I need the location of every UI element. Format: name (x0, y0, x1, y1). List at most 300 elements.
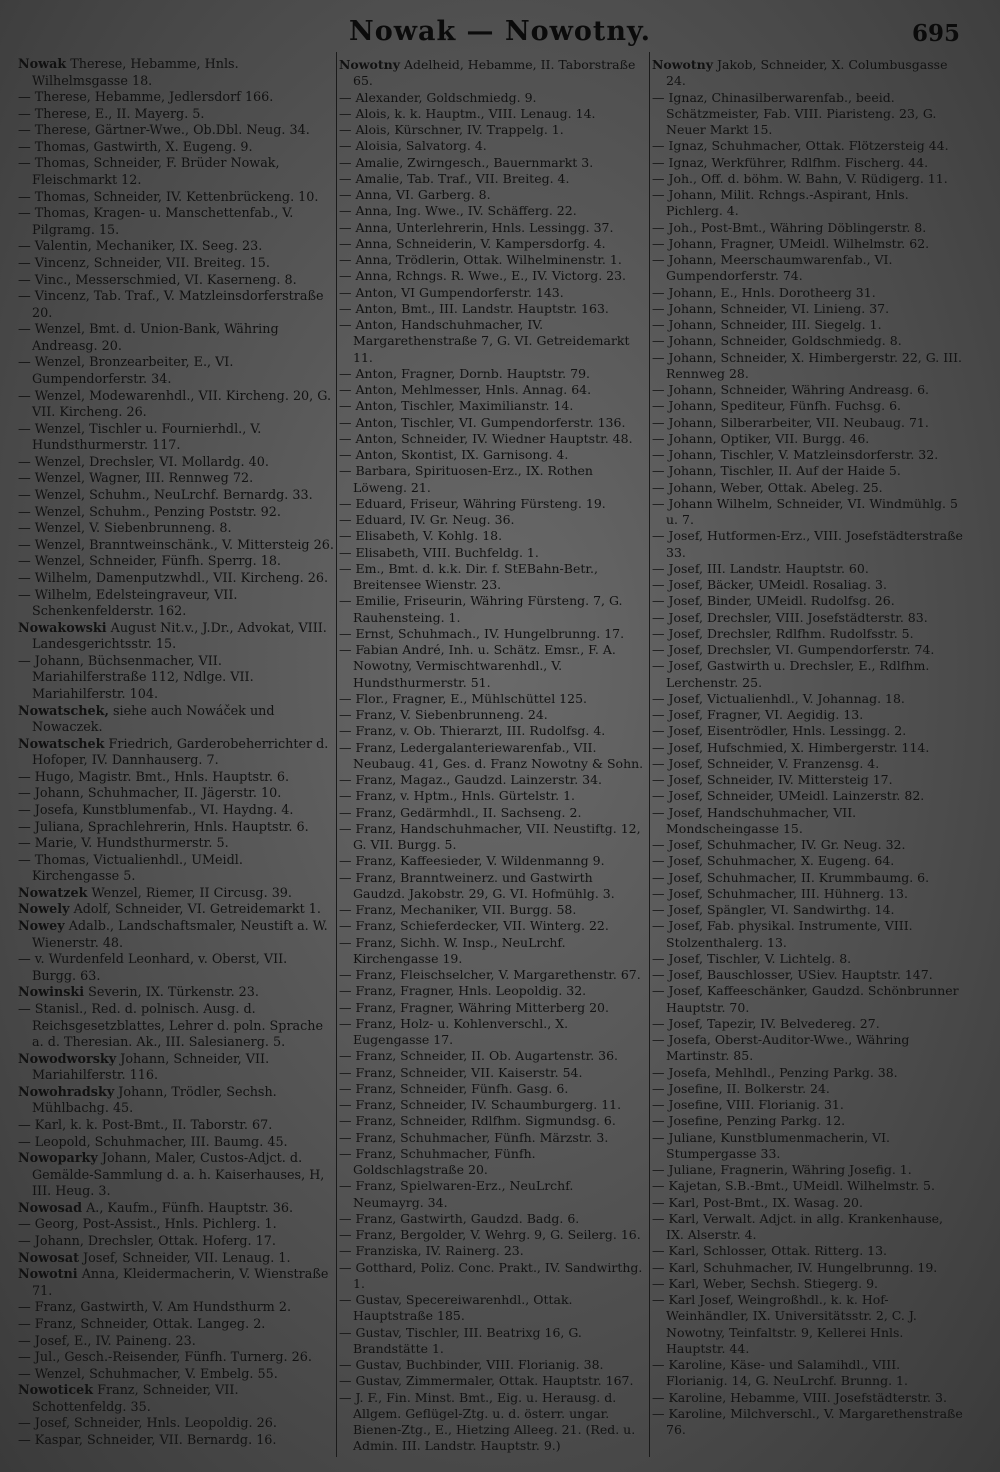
entry-text: — Amalie, Tab. Traf., VII. Breiteg. 4. (339, 170, 570, 186)
directory-entry (339, 1357, 647, 1373)
directory-entry (339, 1227, 647, 1243)
entry-text: — Josef, E., IV. Paineng. 23. (18, 1333, 196, 1349)
directory-entry (339, 236, 647, 252)
entry-text: — Josef, Eisentrödler, Hnls. Lessingg. 2. (652, 723, 907, 739)
directory-entry (652, 788, 964, 804)
directory-entry (18, 654, 334, 704)
directory-entry (339, 1130, 647, 1146)
entry-text: — Karl, Post-Bmt., IX. Wasag. 20. (652, 1194, 863, 1210)
directory-entry (339, 1325, 647, 1358)
directory-entry (18, 1135, 334, 1152)
directory-entry (339, 57, 647, 90)
entry-text: — Anton, Fragner, Dornb. Hauptstr. 79. (339, 365, 591, 381)
entry-text: Jakob, Schneider, X. Columbusgasse 24. (666, 57, 948, 89)
entry-text: Franz, Schneider, VII. Schottenfeldg. 35. (32, 1383, 239, 1415)
entry-text: — Franz, Schneider, IV. Schaumburgerg. 11. (339, 1097, 622, 1112)
entry-text: — Kaspar, Schneider, VII. Bernardg. 16. (18, 1432, 277, 1448)
directory-entry (339, 187, 647, 203)
entry-text: — Johann, Silberarbeiter, VII. Neubaug. 71. (652, 414, 929, 430)
directory-entry (339, 935, 647, 968)
directory-entry (339, 1390, 647, 1455)
directory-entry (652, 610, 964, 626)
entry-text: — Josef, Drechsler, VI. Gumpendorferstr. 74. (652, 642, 935, 657)
entry-surname: Nowatzek (18, 885, 88, 901)
directory-entry (18, 455, 334, 472)
entry-text: — Franz, Mechaniker, VII. Burgg. 58. (339, 902, 577, 917)
entry-text: — Wenzel, Tischler u. Fournierhdl., V. Hundsthurmerstr. 117. (18, 421, 262, 454)
entry-text: — Hugo, Magistr. Bmt., Hnls. Hauptstr. 6. (18, 769, 290, 785)
directory-entry (339, 203, 647, 219)
entry-text: — Josefine, Penzing Parkg. 12. (652, 1113, 846, 1129)
entry-text: — Johann, Büchsenmacher, VII. Mariahilferstraße 112, Ndlge. VII. Mariahilferstr. 104. (18, 653, 254, 702)
entry-text: — Ernst, Schuhmach., IV. Hungelbrunng. 17. (339, 625, 625, 641)
directory-entry (18, 952, 334, 985)
entry-text: — Franz, Schneider, Rdlfhm. Sigmundsg. 6. (339, 1113, 616, 1129)
directory-entry (652, 252, 964, 285)
entry-text: Friedrich, Garderobeherrichter d. Hofoper, IV. Dannhauserg. 7. (32, 736, 329, 769)
directory-entry (652, 285, 964, 301)
directory-entry (652, 1243, 964, 1259)
directory-entry (652, 90, 964, 139)
entry-text: Johann, Trödler, Sechsh. Mühlbachg. 45. (32, 1084, 277, 1117)
directory-entry (652, 350, 964, 383)
entry-text: A., Kaufm., Fünfh. Hauptstr. 36. (86, 1200, 294, 1216)
directory-entry (652, 691, 964, 707)
entry-text: — Franz, Schneider, Fünfh. Gasg. 6. (339, 1080, 569, 1096)
directory-entry (652, 1065, 964, 1081)
entry-text: — Vincenz, Tab. Traf., V. Matzleinsdorferstraße 20. (18, 289, 324, 321)
entry-text: — Josef, Schuhmacher, II. Krummbaumg. 6. (652, 869, 930, 885)
directory-entry (339, 707, 647, 723)
directory-entry (18, 1217, 334, 1234)
directory-entry (652, 1390, 964, 1406)
directory-entry (652, 870, 964, 886)
entry-text: — Therese, Hebamme, Jedlersdorf 166. (18, 90, 274, 106)
entry-text: — Johann Wilhelm, Schneider, VI. Windmühlg. 5 u. 7. (652, 495, 958, 527)
entry-text: — Johann, Schneider, Goldschmiedg. 8. (652, 333, 902, 349)
entry-text: — Georg, Post-Assist., Hnls. Pichlerg. 1. (18, 1217, 277, 1233)
directory-entry (652, 447, 964, 463)
entry-text: — Alexander, Goldschmiedg. 9. (339, 89, 537, 105)
entry-text: — Josef, Schuhmacher, III. Hühnerg. 13. (652, 885, 908, 901)
entry-text: — Anton, Tischler, Maximilianstr. 14. (339, 398, 574, 414)
entry-text: — Johann, E., Hnls. Dorotheerg 31. (652, 284, 876, 300)
directory-entry (652, 398, 964, 414)
entry-text: — Gustav, Tischler, III. Beatrixg 16, G. Brandstätte 1. (339, 1324, 582, 1356)
entry-text: — Franz, Spielwaren-Erz., NeuLrchf. Neumayrg. 34. (339, 1178, 574, 1210)
directory-entry (652, 951, 964, 967)
entry-text: — Karoline, Milchverschl., V. Margarethenstraße 76. (652, 1405, 963, 1437)
entry-text: — Alois, k. k. Hauptm., VIII. Lenaug. 14. (339, 105, 596, 121)
entry-text: — Franz, Holz- u. Kohlenverschl., X. Eugengasse 17. (339, 1015, 569, 1047)
directory-entry (339, 512, 647, 528)
entry-surname: Nowatschek (18, 736, 105, 752)
entry-text: — Josef, Schneider, Hnls. Leopoldig. 26. (18, 1416, 277, 1432)
directory-entry (339, 821, 647, 854)
directory-entry (652, 1130, 964, 1163)
column-1 (18, 57, 334, 1457)
directory-entry (18, 1416, 334, 1433)
entry-text: — Franz, Magaz., Gaudzd. Lainzerstr. 34. (339, 772, 603, 787)
entry-text: — Franz, Schieferdecker, VII. Winterg. 22. (339, 918, 609, 934)
entry-text: Therese, Hebamme, Hnls. Wilhelmsgasse 18. (32, 57, 239, 89)
column-divider (336, 52, 337, 1457)
directory-entry (652, 853, 964, 869)
entry-text: — Wenzel, Bmt. d. Union-Bank, Währing Andreasg. 20. (18, 322, 279, 354)
entry-text: — Johann, Schneider, VI. Linieng. 37. (652, 300, 890, 316)
directory-entry (652, 740, 964, 756)
directory-entry (652, 187, 964, 220)
directory-entry (652, 1097, 964, 1113)
directory-entry (339, 626, 647, 642)
directory-entry (339, 463, 647, 496)
entry-text: — Johann, Tischler, II. Auf der Haide 5. (652, 463, 901, 479)
entry-text: — Joh., Off. d. böhm. W. Bahn, V. Rüdigerg. 11. (652, 170, 948, 186)
directory-entry (18, 156, 334, 189)
entry-text: — Josef, Victualienhdl., V. Johannag. 18. (652, 690, 905, 706)
entry-text: — Franz, Bergolder, V. Wehrg. 9, G. Seilerg. 16. (339, 1227, 641, 1242)
entry-text: Johann, Schneider, VII. Mariahilferstr. 116. (32, 1051, 270, 1084)
directory-entry (652, 967, 964, 983)
entry-text: — Anna, Trödlerin, Ottak. Wilhelminenstr. 1. (339, 252, 622, 267)
directory-entry (339, 545, 647, 561)
directory-entry (18, 206, 334, 239)
entry-text: — Johann, Schneider, Währing Andreasg. 6. (652, 382, 930, 397)
entry-text: — Flor., Fragner, E., Mühlschüttel 125. (339, 690, 587, 706)
directory-entry (339, 138, 647, 154)
entry-surname: Nowely (18, 902, 70, 918)
entry-text: — J. F., Fin. Minst. Bmt., Eig. u. Herausg. d. Allgem. Geflügel-Ztg. u. d. österr. ungar. Bienen-Ztg., E., Hietzing Alleeg. 21. (Red. u. Admin. III. Landstr. Hauptstr. 9.) (339, 1389, 636, 1454)
entry-text: — Wenzel, Bronzearbeiter, E., VI. Gumpendorferstr. 34. (18, 355, 234, 387)
directory-entry (652, 577, 964, 593)
directory-entry (18, 389, 334, 422)
directory-entry (18, 1317, 334, 1334)
directory-entry (339, 1097, 647, 1113)
directory-entry (339, 1081, 647, 1097)
directory-entry (339, 90, 647, 106)
entry-text: — Josef, Spängler, VI. Sandwirthg. 14. (652, 902, 895, 917)
entry-text: — Fabian André, Inh. u. Schätz. Emsr., F. A. Nowotny, Vermischtwarenhdl., V. Hundsthurmerstr. 51. (339, 642, 616, 690)
entry-text: — Anna, Rchngs. R. Wwe., E., IV. Victorg. 23. (339, 268, 627, 284)
entry-text: — Franz, Sichh. W. Insp., NeuLrchf. Kirchengasse 19. (339, 934, 566, 966)
page-number: 695 (911, 20, 960, 47)
entry-text: — Johann, Schneider, X. Himbergerstr. 22, G. III. Rennweg 28. (652, 349, 963, 381)
entry-text: — Elisabeth, VIII. Buchfeldg. 1. (339, 544, 539, 560)
entry-text: — Juliana, Sprachlehrerin, Hnls. Hauptstr. 6. (18, 819, 309, 835)
directory-entry (652, 626, 964, 642)
entry-text: — Wenzel, Wagner, III. Rennweg 72. (18, 471, 254, 487)
directory-entry (18, 273, 334, 290)
directory-entry (339, 415, 647, 431)
entry-text: — Johann, Tischler, V. Matzleinsdorferstr. 32. (652, 447, 939, 462)
entry-text: — Josef, III. Landstr. Hauptstr. 60. (652, 560, 869, 576)
directory-entry (18, 521, 334, 538)
directory-entry (18, 322, 334, 355)
directory-entry (339, 593, 647, 626)
directory-entry (652, 1357, 964, 1390)
entry-text: — Karoline, Hebamme, VIII. Josefstädterstr. 3. (652, 1389, 947, 1405)
directory-entry (339, 853, 647, 869)
directory-entry (652, 723, 964, 739)
directory-entry (18, 107, 334, 124)
entry-text: — Emilie, Friseurin, Währing Fürsteng. 7, G. Rauhensteing. 1. (339, 593, 623, 625)
directory-entry (339, 1113, 647, 1129)
entry-text: — Franz, Handschuhmacher, VII. Neustiftg. 12, G. VII. Burgg. 5. (339, 820, 641, 852)
entry-text: — Franz, Schneider, II. Ob. Augartenstr. 36. (339, 1048, 619, 1064)
directory-entry (652, 1276, 964, 1292)
directory-entry (18, 488, 334, 505)
entry-surname: Nowosat (18, 1250, 79, 1266)
directory-entry (339, 740, 647, 773)
entry-text: — Josef, Schneider, IV. Mittersteig 17. (652, 772, 893, 787)
directory-entry (18, 803, 334, 820)
directory-entry (18, 853, 334, 886)
directory-entry (652, 138, 964, 154)
directory-entry (652, 593, 964, 609)
directory-entry (652, 171, 964, 187)
entry-surname: Nowodworsky (18, 1051, 117, 1067)
directory-entry (652, 1162, 964, 1178)
entry-text: — Gustav, Specereiwarenhdl., Ottak. Hauptstraße 185. (339, 1292, 573, 1324)
entry-text: — Anton, Handschuhmacher, IV. Margarethenstraße 7, G. VI. Getreidemarkt 11. (339, 317, 630, 365)
entry-text: — Anton, Schneider, IV. Wiedner Hauptstr. 48. (339, 430, 633, 446)
directory-entry (18, 571, 334, 588)
directory-entry (18, 1433, 334, 1450)
directory-entry (652, 886, 964, 902)
entry-text: — Josef, Kaffeeschänker, Gaudzd. Schönbrunner Hauptstr. 70. (652, 983, 959, 1015)
directory-entry (339, 301, 647, 317)
entry-text: — Josefine, VIII. Florianig. 31. (652, 1097, 844, 1112)
directory-entry (18, 919, 334, 952)
entry-text: Severin, IX. Türkenstr. 23. (88, 985, 259, 1001)
entry-text: — Wenzel, Schneider, Fünfh. Sperrg. 18. (18, 554, 281, 570)
directory-entry (339, 561, 647, 594)
entry-text: — Johann, Schneider, III. Siegelg. 1. (652, 317, 882, 332)
entry-text: — Josef, Tischler, V. Lichtelg. 8. (652, 950, 852, 966)
directory-entry (339, 366, 647, 382)
entry-text: — Thomas, Schneider, F. Brüder Nowak, Fleischmarkt 12. (18, 156, 280, 189)
entry-text: — Franz, Schneider, Ottak. Langeg. 2. (18, 1316, 266, 1332)
directory-entry (339, 528, 647, 544)
entry-text: — Josef, Schuhmacher, IV. Gr. Neug. 32. (652, 837, 906, 852)
column-3 (652, 57, 964, 1457)
entry-text: — Franz, Gastwirth, Gaudzd. Badg. 6. (339, 1210, 580, 1226)
directory-entry (18, 836, 334, 853)
directory-entry (339, 122, 647, 138)
entry-text: — Josef, Binder, UMeidl. Rudolfsg. 26. (652, 593, 895, 609)
entry-text: — Josef, Fragner, VI. Aegidig. 13. (652, 707, 864, 722)
entry-text: — Wenzel, Drechsler, VI. Mollardg. 40. (18, 454, 269, 470)
directory-entry (652, 236, 964, 252)
directory-entry (18, 1383, 334, 1416)
directory-entry (18, 886, 334, 903)
entry-text: — Johann, Drechsler, Ottak. Hoferg. 17. (18, 1234, 276, 1250)
entry-text: Adolf, Schneider, VI. Getreidemarkt 1. (73, 902, 321, 918)
entry-text: — Wenzel, V. Siebenbrunneng. 8. (18, 521, 232, 537)
entry-surname: Nowakowski (18, 620, 107, 636)
entry-text: — Franz, V. Siebenbrunneng. 24. (339, 707, 548, 722)
directory-entry (18, 289, 334, 322)
entry-text: — Josefine, II. Bolkerstr. 24. (652, 1080, 830, 1096)
entry-text: — Franz, v. Ob. Thierarzt, III. Rudolfsg. 4. (339, 723, 606, 739)
entry-surname: Nowak (18, 57, 67, 72)
entry-text: — Gustav, Zimmermaler, Ottak. Hauptstr. 167. (339, 1373, 634, 1389)
directory-entry (18, 1367, 334, 1384)
entry-text: — Joh., Post-Bmt., Währing Döblingerstr. 8. (652, 219, 927, 235)
entry-text: — Eduard, Friseur, Währing Fürsteng. 19. (339, 495, 606, 511)
directory-entry (18, 554, 334, 571)
directory-entry (339, 106, 647, 122)
entry-surname: Nowotni (18, 1267, 78, 1283)
entry-surname: Nowoparky (18, 1151, 98, 1167)
entry-text: — Eduard, IV. Gr. Neug. 36. (339, 512, 515, 527)
directory-entry (339, 220, 647, 236)
entry-text: — Ignaz, Schuhmacher, Ottak. Flötzersteig 44. (652, 138, 949, 154)
entry-text: — Anna, VI. Garberg. 8. (339, 187, 491, 202)
entry-text: — Franz, Kaffeesieder, V. Wildenmanng 9. (339, 853, 605, 869)
entry-text: — Elisabeth, V. Kohlg. 18. (339, 528, 503, 544)
directory-entry (652, 837, 964, 853)
entry-text: Anna, Kleidermacherin, V. Wienstraße 71. (32, 1267, 329, 1299)
directory-entry (339, 1065, 647, 1081)
directory-entry (339, 447, 647, 463)
entry-text: — Juliane, Fragnerin, Währing Josefig. 1. (652, 1162, 912, 1177)
entry-text: — Thomas, Gastwirth, X. Eugeng. 9. (18, 139, 253, 155)
directory-entry (339, 1243, 647, 1259)
entry-text: — Franz, Ledergalanteriewarenfab., VII. Neubaug. 41, Ges. d. Franz Nowotny & Sohn. (339, 739, 644, 771)
directory-entry (339, 155, 647, 171)
directory-entry (18, 985, 334, 1002)
directory-entry (18, 1052, 334, 1085)
directory-entry (339, 772, 647, 788)
entry-text: Adalb., Landschaftsmaler, Neustift a. W. Wienerstr. 48. (32, 919, 328, 951)
entry-text: — Josef, Hutformen-Erz., VIII. Josefstädterstraße 33. (652, 528, 963, 560)
directory-entry (18, 538, 334, 555)
entry-text: — Karoline, Käse- und Salamihdl., VIII. Florianig. 14, G. NeuLrchf. Brunng. 1. (652, 1357, 908, 1389)
directory-entry (339, 431, 647, 447)
entry-text: — Leopold, Schuhmacher, III. Baumg. 45. (18, 1134, 288, 1150)
column-2 (339, 57, 647, 1457)
entry-text: — Franz, Gastwirth, V. Am Hundsthurm 2. (18, 1300, 291, 1316)
directory-entry (339, 1260, 647, 1293)
entry-text: — Wenzel, Branntweinschänk., V. Mittersteig 26. (18, 537, 334, 553)
directory-entry (18, 1234, 334, 1251)
entry-text: — Gustav, Buchbinder, VIII. Florianig. 38. (339, 1357, 604, 1372)
directory-entry (339, 1211, 647, 1227)
entry-surname: Nowotny (652, 57, 713, 72)
entry-text: — Alois, Kürschner, IV. Trappelg. 1. (339, 122, 564, 137)
directory-entry (652, 707, 964, 723)
entry-text: — Vinc., Messerschmied, VI. Kaserneng. 8. (18, 272, 297, 288)
entry-text: — Franz, Schuhmacher, Fünfh. Goldschlagstraße 20. (339, 1145, 536, 1177)
entry-text: — Anna, Unterlehrerin, Hnls. Lessingg. 37. (339, 219, 614, 235)
entry-text: — Aloisia, Salvatorg. 4. (339, 138, 487, 154)
directory-entry (339, 1048, 647, 1064)
directory-entry (652, 1260, 964, 1276)
directory-entry (339, 723, 647, 739)
directory-entry (652, 1016, 964, 1032)
directory-entry (18, 471, 334, 488)
entry-text: — Josefa, Oberst-Auditor-Wwe., Währing Martinstr. 85. (652, 1032, 910, 1064)
entry-text: — Em., Bmt. d. k.k. Dir. f. StEBahn-Betr., Breitensee Wienstr. 23. (339, 560, 598, 592)
entry-text: — Barbara, Spirituosen-Erz., IX. Rothen Löweng. 21. (339, 463, 593, 495)
directory-entry (652, 561, 964, 577)
directory-entry (652, 918, 964, 951)
directory-entry (652, 1292, 964, 1357)
directory-entry (652, 983, 964, 1016)
entry-text: — Vincenz, Schneider, VII. Breiteg. 15. (18, 255, 270, 271)
directory-entry (652, 317, 964, 333)
entry-text: — Anton, VI Gumpendorferstr. 143. (339, 284, 564, 300)
entry-text: — Anna, Schneiderin, V. Kampersdorfg. 4. (339, 235, 606, 251)
directory-entry (652, 805, 964, 838)
directory-entry (652, 415, 964, 431)
directory-entry (18, 190, 334, 207)
entry-text: — Johann, Milit. Rchngs.-Aspirant, Hnls. Pichlerg. 4. (652, 187, 909, 219)
entry-text: — Josef, Hufschmied, X. Himbergerstr. 114. (652, 739, 930, 755)
entry-text: — Franz, Schuhmacher, Fünfh. Märzstr. 3. (339, 1129, 609, 1145)
entry-surname: Nowosad (18, 1200, 82, 1216)
directory-entry (18, 820, 334, 837)
directory-entry (339, 268, 647, 284)
directory-entry (18, 1251, 334, 1268)
entry-text: — Franz, Fleischselcher, V. Margarethenstr. 67. (339, 967, 641, 982)
entry-text: — Marie, V. Hundsthurmerstr. 5. (18, 836, 229, 852)
entry-text: — Valentin, Mechaniker, IX. Seeg. 23. (18, 239, 263, 255)
directory-entry (339, 496, 647, 512)
entry-text: — Josef, Drechsler, Rdlfhm. Rudolfsstr. 5. (652, 625, 914, 641)
directory-entry (652, 155, 964, 171)
directory-entry (339, 171, 647, 187)
entry-text: Josef, Schneider, VII. Lenaug. 1. (83, 1250, 291, 1266)
entry-text: — Wenzel, Schuhmacher, V. Embelg. 55. (18, 1366, 278, 1382)
directory-entry (339, 317, 647, 366)
directory-entry (652, 772, 964, 788)
directory-entry (652, 57, 964, 90)
directory-entry (18, 704, 334, 737)
directory-entry (339, 788, 647, 804)
directory-entry (18, 1300, 334, 1317)
entry-text: — Josef, Schneider, V. Franzensg. 4. (652, 755, 880, 771)
entry-text: — Anna, Ing. Wwe., IV. Schäfferg. 22. (339, 203, 577, 219)
directory-entry (339, 1178, 647, 1211)
entry-text: August Nit.v., J.Dr., Advokat, VIII. Landesgerichtsstr. 15. (32, 620, 327, 653)
directory-entry (652, 1211, 964, 1244)
entry-surname: Nowohradsky (18, 1084, 115, 1100)
entry-text: — Johann, Meerschaumwarenfab., VI. Gumpendorferstr. 74. (652, 252, 893, 284)
column-divider (649, 52, 650, 1457)
directory-entry (18, 1201, 334, 1218)
directory-entry (18, 1334, 334, 1351)
directory-entry (652, 220, 964, 236)
entry-text: — Therese, Gärtner-Wwe., Ob.Dbl. Neug. 34. (18, 123, 310, 139)
directory-entry (18, 505, 334, 522)
entry-text: — Gotthard, Poliz. Conc. Prakt., IV. Sandwirthg. 1. (339, 1259, 643, 1291)
entry-surname: Nowey (18, 919, 65, 935)
directory-entry (339, 967, 647, 983)
entry-text: — Wenzel, Schuhm., NeuLrchf. Bernardg. 33. (18, 488, 313, 504)
entry-text: — Wenzel, Schuhm., Penzing Poststr. 92. (18, 504, 281, 520)
entry-text: — Josef, Bäcker, UMeidl. Rosaliag. 3. (652, 577, 887, 592)
entry-text: — Josef, Handschuhmacher, VII. Mondscheingasse 15. (652, 804, 857, 836)
directory-entry (339, 902, 647, 918)
entry-text: — Franz, Fragner, Währing Mitterberg 20. (339, 999, 609, 1015)
entry-text: — Karl, Weber, Sechsh. Stiegerg. 9. (652, 1275, 879, 1291)
directory-entry (18, 1350, 334, 1367)
directory-entry (339, 642, 647, 691)
directory-entry (18, 786, 334, 803)
entry-surname: Nowoticek (18, 1383, 94, 1399)
